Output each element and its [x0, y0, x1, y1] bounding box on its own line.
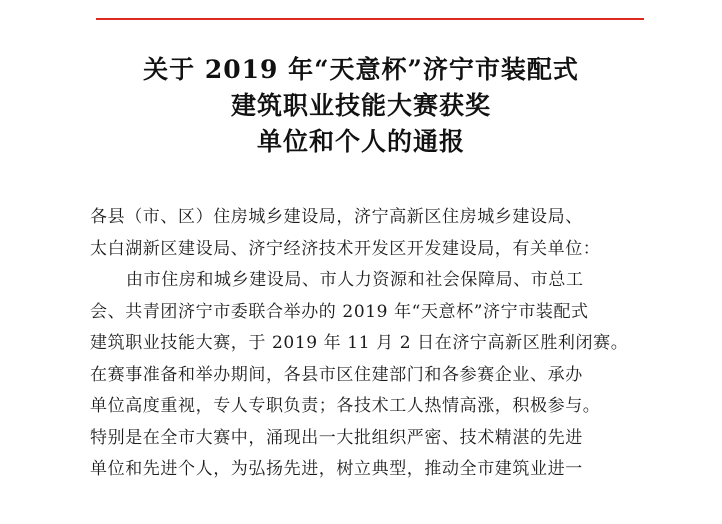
salutation-line-1: 各县（市、区）住房城乡建设局，济宁高新区住房城乡建设局、: [90, 207, 583, 227]
paragraph-line-6: 特别是在全市大赛中，涌现出一大批组织严密、技术精湛的先进: [90, 427, 583, 448]
paragraph-line-4: 在赛事准备和举办期间，各县市区住建部门和各参赛企业、承办: [90, 364, 583, 385]
paragraph-line-2: 会、共青团济宁市委联合举办的 2019 年“天意杯”济宁市装配式: [90, 301, 589, 322]
paragraph-line-1: 由市住房和城乡建设局、市人力资源和社会保障局、市总工: [126, 270, 584, 290]
document-body: [90, 202, 670, 486]
title-line-2: 建筑职业技能大赛获奖: [230, 91, 491, 120]
salutation-line-2: 太白湖新区建设局、济宁经济技术开发区开发建设局，有关单位：: [90, 238, 601, 259]
title-line-1: 关于 2019 年“天意杯”济宁市装配式: [143, 55, 579, 84]
title-line-3: 单位和个人的通报: [256, 127, 465, 156]
red-header-rule: [96, 18, 644, 20]
paragraph-line-3: 建筑职业技能大赛，于 2019 年 11 月 2 日在济宁高新区胜利闭赛。: [90, 333, 629, 353]
paragraph-line-5: 单位高度重视，专人专职负责；各技术工人热情高涨，积极参与。: [90, 396, 601, 416]
paragraph-line-7: 单位和先进个人，为弘扬先进，树立典型，推动全市建筑业进一: [90, 459, 583, 479]
document-title: [0, 52, 722, 160]
